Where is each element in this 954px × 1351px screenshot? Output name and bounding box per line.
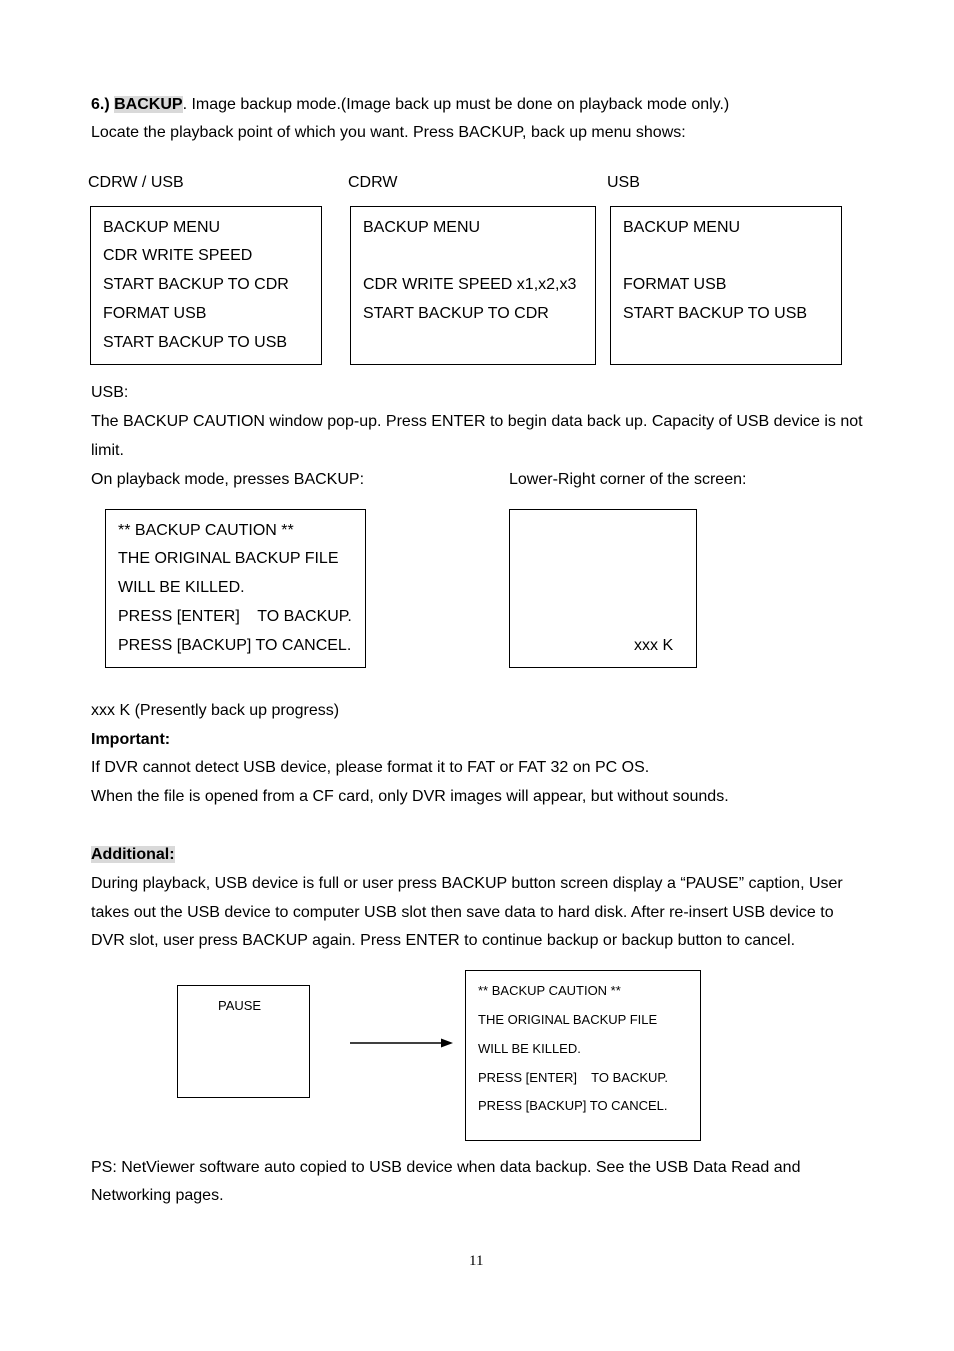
backup-menu-cdrw: [350, 206, 596, 365]
progress-value: xxx K: [634, 637, 674, 654]
caution-line: ** BACKUP CAUTION **: [478, 983, 621, 998]
additional-line2: takes out the USB device to computer USB slot then save data to hard disk. After re-insert USB device to: [91, 904, 834, 921]
section-title: BACKUP: [114, 96, 183, 113]
additional-line3: DVR slot, user press BACKUP again. Press ENTER to continue backup or backup button to cancel.: [91, 932, 796, 949]
section-number: 6.): [91, 96, 110, 113]
caution-line: THE ORIGINAL BACKUP FILE: [478, 1012, 658, 1027]
menu-line: START BACKUP TO CDR: [103, 276, 289, 293]
menu-label-cdrw: CDRW: [348, 174, 398, 191]
backup-menu-cdrw-usb: [90, 206, 322, 365]
caution-line: PRESS [BACKUP] TO CANCEL.: [478, 1098, 668, 1113]
menu-line: CDR WRITE SPEED: [103, 247, 253, 264]
ps-line2: Networking pages.: [91, 1187, 224, 1204]
usb-paragraph-line1: The BACKUP CAUTION window pop-up. Press ENTER to begin data back up. Capacity of USB device is not: [91, 413, 863, 430]
menu-line: START BACKUP TO CDR: [363, 305, 549, 322]
page-number: 11: [469, 1253, 484, 1269]
caution-line: PRESS [ENTER] TO BACKUP.: [478, 1070, 669, 1085]
additional-label: Additional:: [91, 846, 175, 863]
important-label: Important:: [91, 731, 171, 748]
usb-left-caption: On playback mode, presses BACKUP:: [91, 471, 365, 488]
menu-line: BACKUP MENU: [623, 219, 741, 236]
important-line2: When the file is opened from a CF card, only DVR images will appear, but without sounds.: [91, 788, 729, 805]
usb-paragraph-line2: limit.: [91, 442, 124, 459]
additional-heading: [91, 845, 175, 865]
progress-note: xxx K (Presently back up progress): [91, 702, 340, 719]
section-title-rest: . Image backup mode.(Image back up must be done on playback mode only.): [182, 96, 730, 113]
menu-line: BACKUP MENU: [103, 219, 221, 236]
backup-caution-box-small: [465, 970, 701, 1141]
menu-label-usb: USB: [607, 174, 640, 191]
ps-line1: PS: NetViewer software auto copied to USB device when data backup. See the USB Data Read and: [91, 1159, 801, 1176]
menu-line: FORMAT USB: [623, 276, 727, 293]
right-arrow-icon: [349, 1036, 455, 1050]
section-intro: Locate the playback point of which you want. Press BACKUP, back up menu shows:: [91, 124, 686, 141]
pause-screen-box: [177, 985, 310, 1098]
menu-line: START BACKUP TO USB: [103, 334, 288, 351]
caution-line: WILL BE KILLED.: [118, 579, 245, 596]
caution-line: PRESS [BACKUP] TO CANCEL.: [118, 637, 352, 654]
screen-corner-box: [509, 509, 697, 668]
caution-line: THE ORIGINAL BACKUP FILE: [118, 550, 339, 567]
caution-line: WILL BE KILLED.: [478, 1041, 581, 1056]
additional-line1: During playback, USB device is full or user press BACKUP button screen display a “PAUSE” caption, User: [91, 875, 843, 892]
important-line1: If DVR cannot detect USB device, please format it to FAT or FAT 32 on PC OS.: [91, 759, 650, 776]
section-heading: [91, 95, 729, 115]
backup-menu-usb: [610, 206, 842, 365]
usb-heading: USB:: [91, 384, 129, 401]
menu-line: BACKUP MENU: [363, 219, 481, 236]
caution-line: ** BACKUP CAUTION **: [118, 522, 294, 539]
caution-line: PRESS [ENTER] TO BACKUP.: [118, 608, 352, 625]
menu-line: CDR WRITE SPEED x1,x2,x3: [363, 276, 577, 293]
pause-label: PAUSE: [218, 998, 262, 1013]
usb-right-caption: Lower-Right corner of the screen:: [509, 471, 747, 488]
menu-label-cdrw-usb: CDRW / USB: [88, 174, 184, 191]
menu-line: FORMAT USB: [103, 305, 207, 322]
backup-caution-box: [105, 509, 366, 668]
menu-line: START BACKUP TO USB: [623, 305, 808, 322]
